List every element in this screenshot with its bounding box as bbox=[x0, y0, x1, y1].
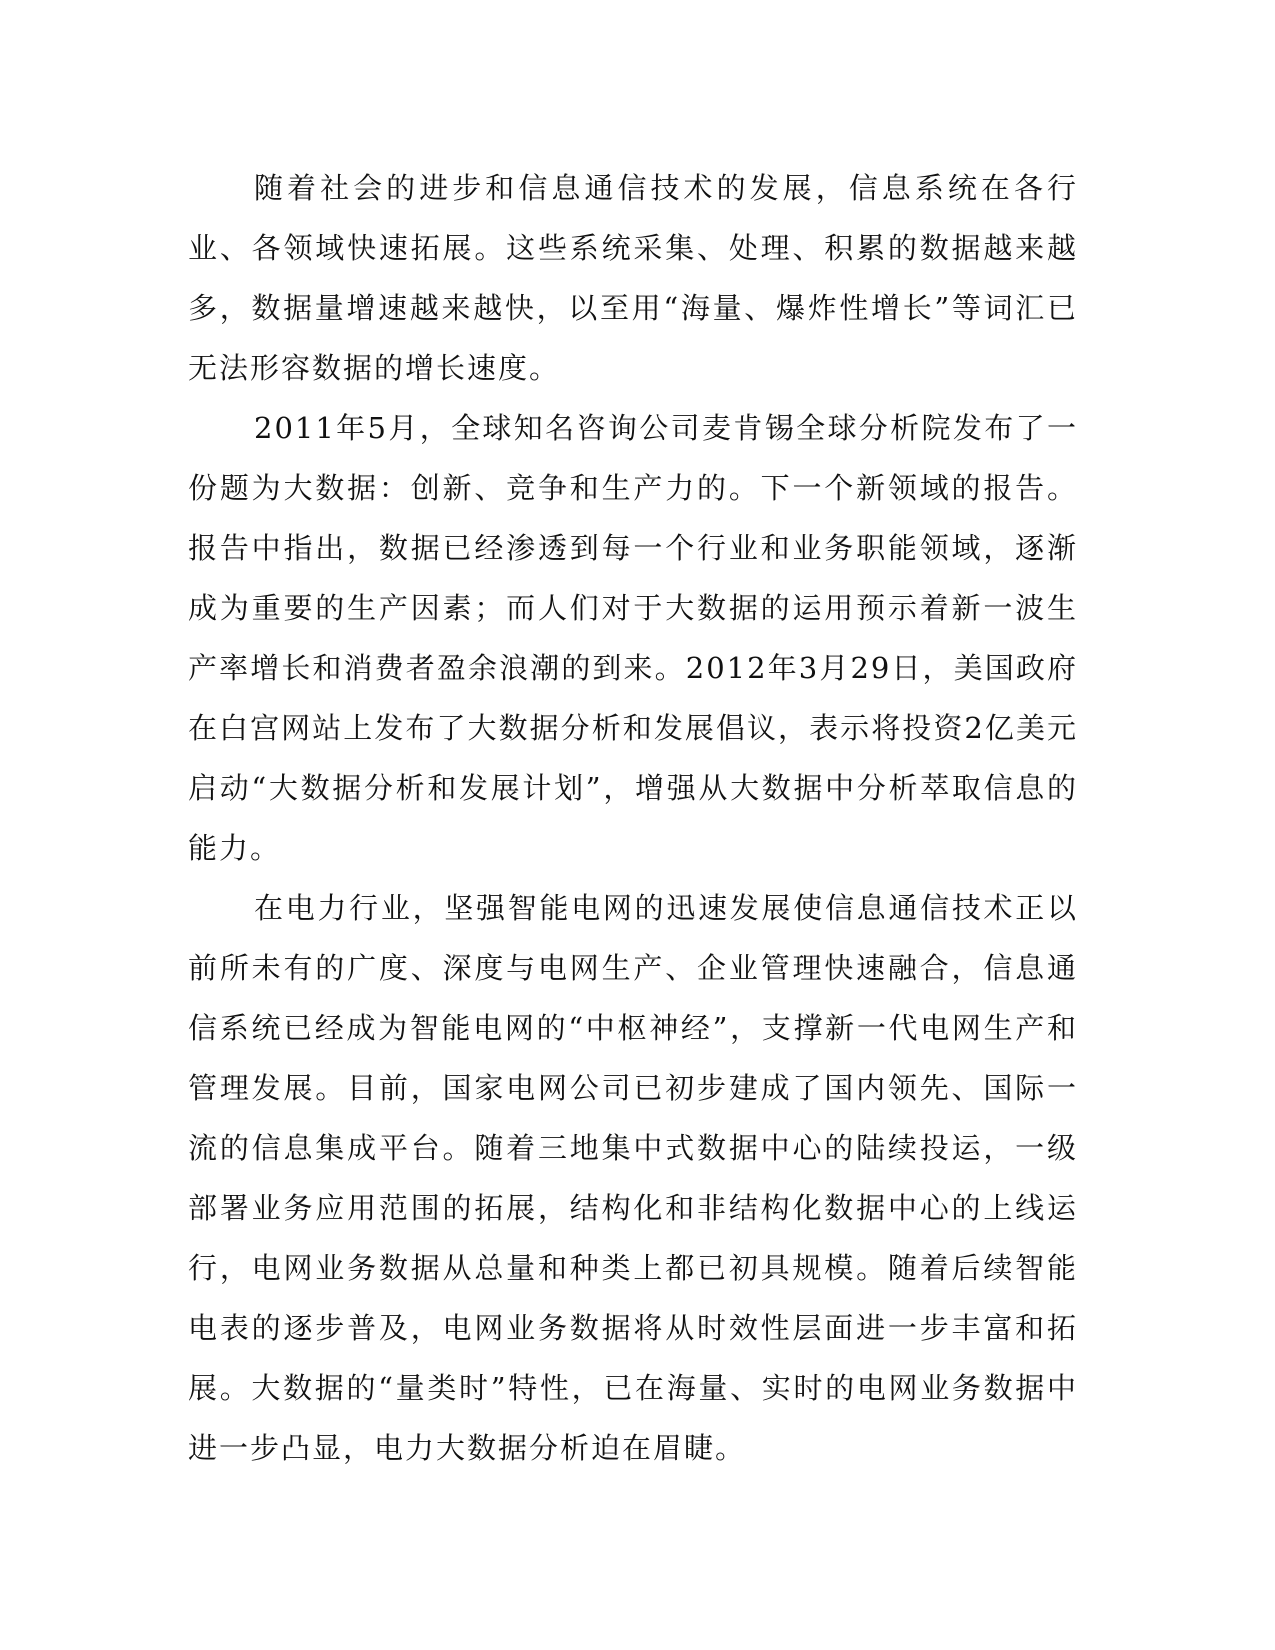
body-text bbox=[188, 158, 1078, 1478]
paragraph-1: 随着社会的进步和信息通信技术的发展，信息系统在各行业、各领域快速拓展。这些系统采集、处理、积累的数据越来越多，数据量增速越来越快，以至用“海量、爆炸性增长”等词汇已无法形容数据的增长速度。 bbox=[188, 171, 1078, 385]
paragraph-3: 在电力行业，坚强智能电网的迅速发展使信息通信技术正以前所未有的广度、深度与电网生产、企业管理快速融合，信息通信系统已经成为智能电网的“中枢神经”，支撑新一代电网生产和管理发展。目前，国家电网公司已初步建成了国内领先、国际一流的信息集成平台。随着三地集中式数据中心的陆续投运，一级部署业务应用范围的拓展，结构化和非结构化数据中心的上线运行，电网业务数据从总量和种类上都已初具规模。随着后续智能电表的逐步普及，电网业务数据将从时效性层面进一步丰富和拓展。大数据的“量类时”特性，已在海量、实时的电网业务数据中进一步凸显，电力大数据分析迫在眉睫。 bbox=[188, 891, 1078, 1465]
paragraph-2: 2011年5月，全球知名咨询公司麦肯锡全球分析院发布了一份题为大数据：创新、竞争和生产力的。下一个新领域的报告。报告中指出，数据已经渗透到每一个行业和业务职能领域，逐渐成为重要的生产因素；而人们对于大数据的运用预示着新一波生产率增长和消费者盈余浪潮的到来。2012年3月29日，美国政府在白宫网站上发布了大数据分析和发展倡议，表示将投资2亿美元启动“大数据分析和发展计划”，增强从大数据中分析萃取信息的能力。 bbox=[188, 411, 1078, 865]
